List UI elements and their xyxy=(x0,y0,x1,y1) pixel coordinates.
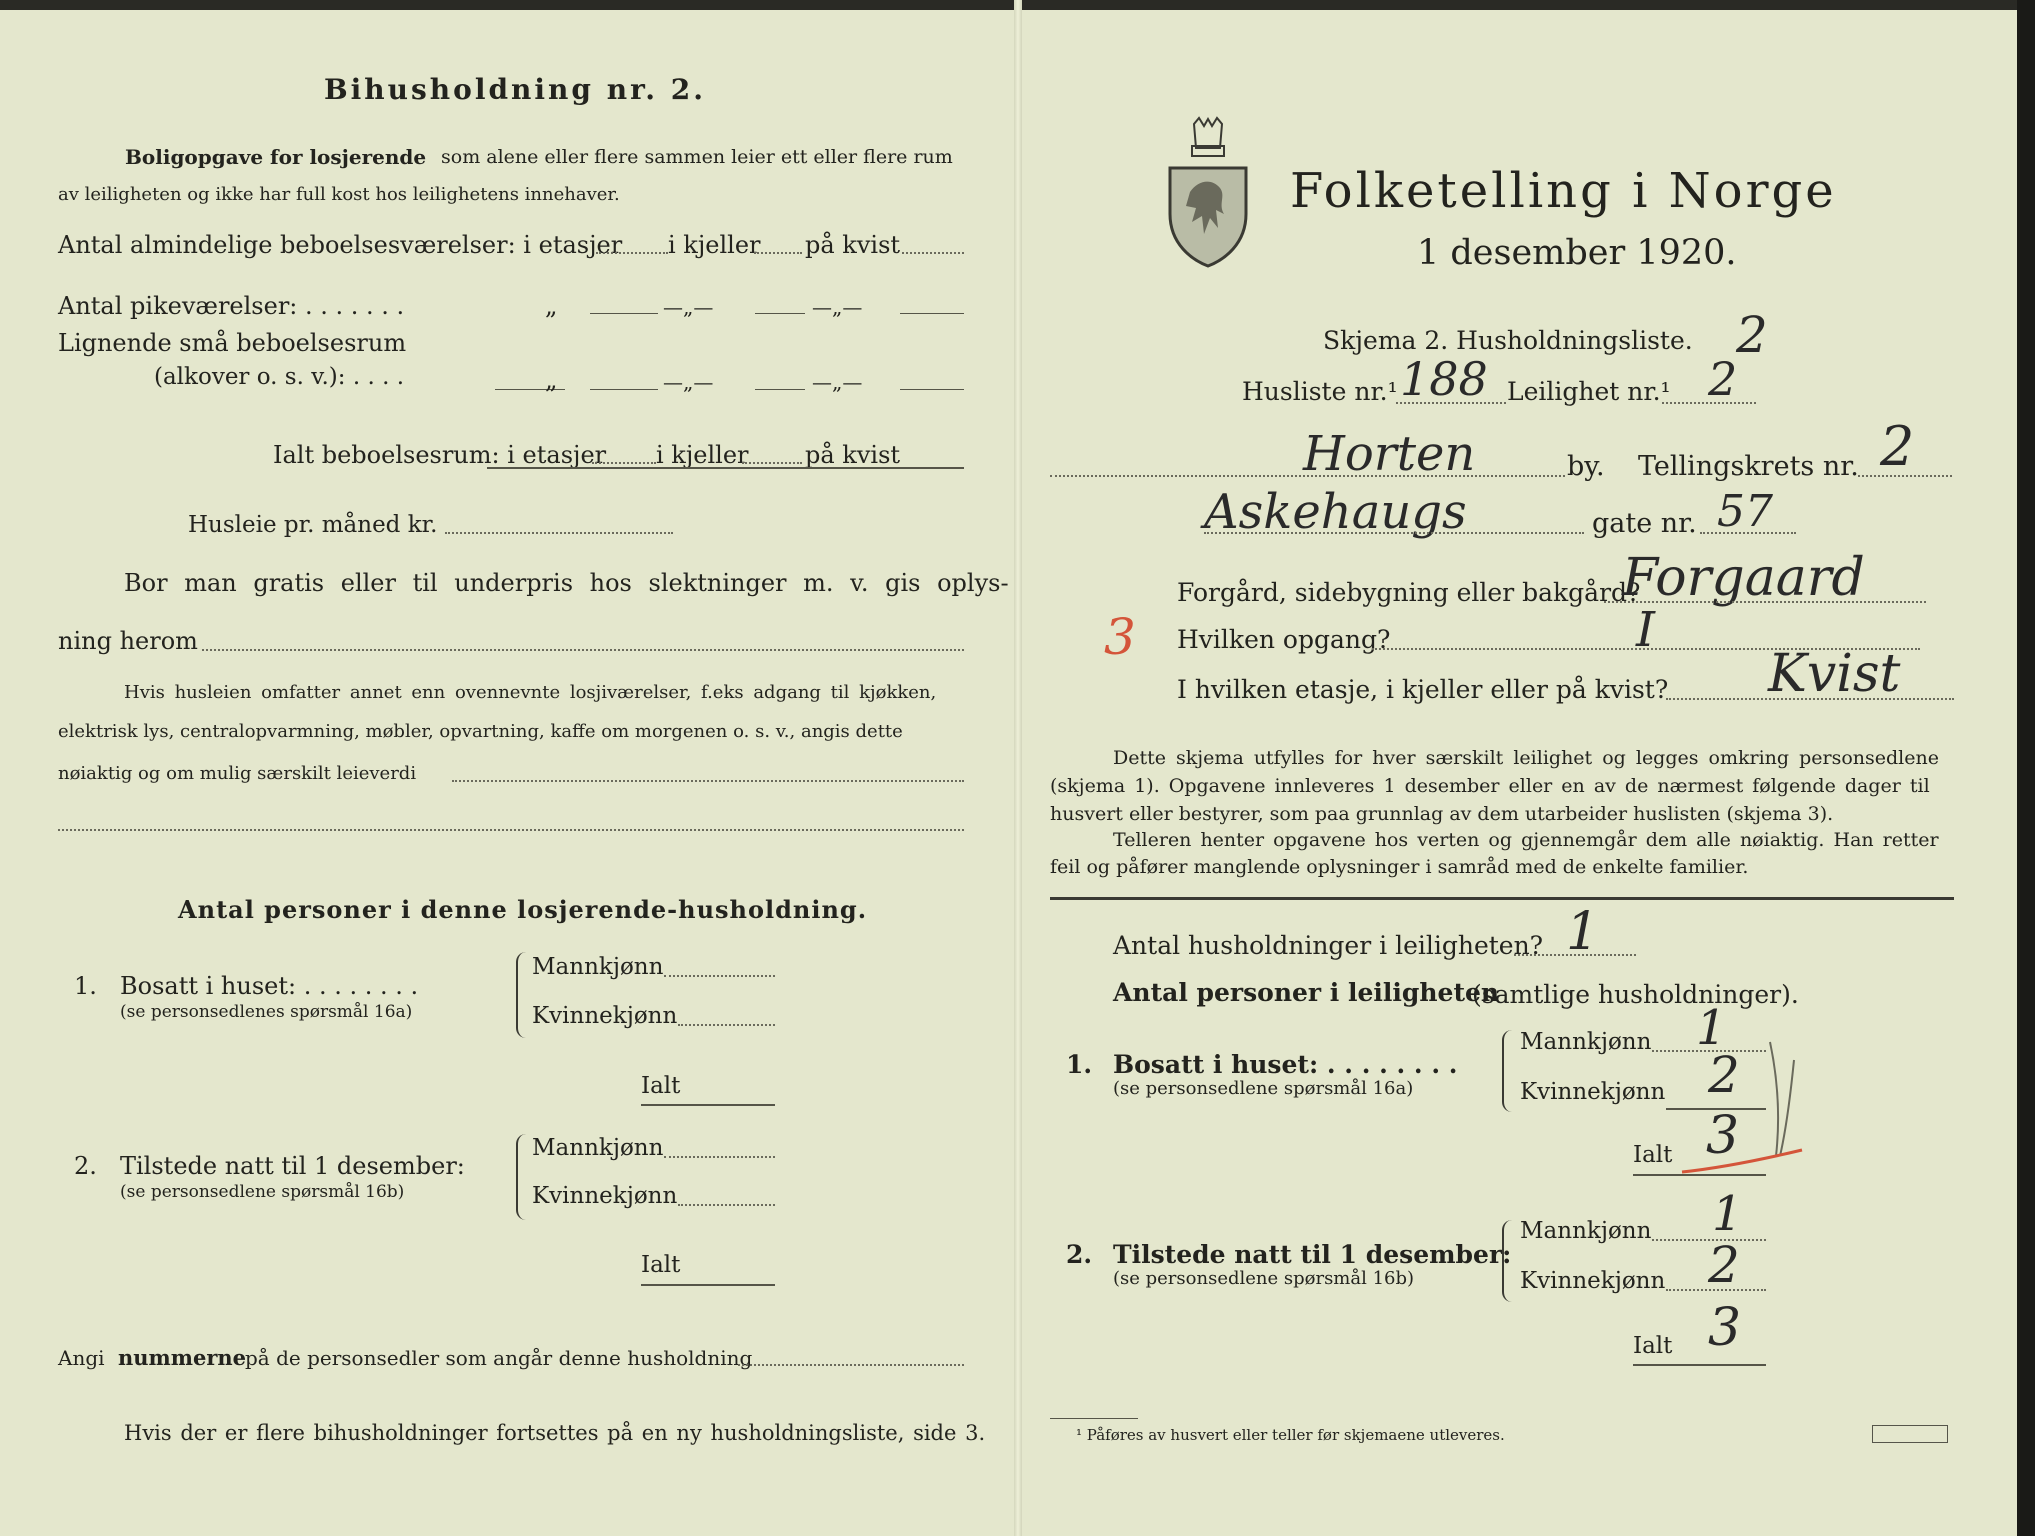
pike-ditto: „ xyxy=(545,292,558,320)
bor-field[interactable] xyxy=(202,649,964,651)
angi-field[interactable] xyxy=(738,1364,964,1366)
ialt-rooms-label: Ialt beboelsesrum: i etasjer xyxy=(273,441,607,469)
intro-line2: av leiligheten og ikke har full kost hos leilighetens innehaver. xyxy=(58,184,620,205)
city-field[interactable] xyxy=(1050,475,1565,477)
antal-hush-value[interactable]: 1 xyxy=(1566,902,1600,962)
left-q2-kvinne-label: Kvinnekjønn xyxy=(532,1183,678,1209)
right-q2-mann-label: Mannkjønn xyxy=(1520,1218,1652,1244)
census-date: 1 desember 1920. xyxy=(1417,233,1737,273)
instructions-line-5: feil og påfører manglende oplysninger i samråd med de enkelte familier. xyxy=(1050,856,1749,878)
right-q2-mann-value[interactable]: 1 xyxy=(1712,1186,1743,1242)
street-value[interactable]: Askehaugs xyxy=(1204,484,1467,540)
ialt-etasjer-field[interactable] xyxy=(592,462,656,464)
left-q1-num: 1. xyxy=(74,972,97,1000)
lign-ditto: „ xyxy=(545,366,558,394)
antal-hush-label: Antal husholdninger i leiligheten? xyxy=(1113,931,1544,960)
right-q2-kvinne-value[interactable]: 2 xyxy=(1708,1236,1740,1294)
rooms-kjeller-label: i kjeller xyxy=(668,231,761,259)
leilighet-value[interactable]: 2 xyxy=(1708,352,1738,406)
tellingskrets-label: Tellingskrets nr. xyxy=(1638,451,1859,482)
intro-bold: Boligopgave for losjerende xyxy=(125,145,427,169)
gate-label: gate nr. xyxy=(1592,508,1697,539)
leilighet-field[interactable] xyxy=(1662,402,1756,404)
rooms-kjeller-field[interactable] xyxy=(754,252,802,254)
footnote-rule xyxy=(1050,1418,1138,1419)
instructions-line-1: Dette skjema utfylles for hver særskilt leilighet og legges omkring personsedlene xyxy=(1113,747,1939,769)
lign-field-2[interactable] xyxy=(755,389,805,390)
lign-dash-ditto-1: —„— xyxy=(663,370,714,394)
left-q2-mann-label: Mannkjønn xyxy=(532,1135,664,1161)
right-q1-sub: (se personsedlene spørsmål 16a) xyxy=(1113,1078,1414,1099)
left-q1-ialt-label: Ialt xyxy=(641,1073,681,1099)
gate-value[interactable]: 57 xyxy=(1717,486,1773,537)
left-title: Bihusholdning nr. 2. xyxy=(324,73,706,106)
right-q2-ialt-value[interactable]: 3 xyxy=(1708,1298,1742,1358)
pike-field-2[interactable] xyxy=(755,313,805,314)
right-q1-brace xyxy=(1502,1030,1514,1112)
antal-hush-field[interactable] xyxy=(1514,954,1636,956)
scan-right-edge xyxy=(2017,0,2035,1536)
forgard-value[interactable]: Forgaard xyxy=(1622,548,1865,608)
angi-rest: på de personsedler som angår denne husholdning xyxy=(245,1346,753,1370)
skjema-handwritten[interactable]: 2 xyxy=(1736,306,1768,364)
left-q1-label: Bosatt i huset: . . . . . . . . xyxy=(120,972,419,1000)
instructions-line-3: husvert eller bestyrer, som paa grunnlag av dem utarbeider huslisten (skjema 3). xyxy=(1050,803,1834,825)
gate-field[interactable] xyxy=(1700,532,1796,534)
husleie-field[interactable] xyxy=(445,532,673,534)
hvis-line-1: Hvis husleien omfatter annet enn ovennevnte losjiværelser, f.eks adgang til kjøkken, xyxy=(124,682,937,703)
street-field[interactable] xyxy=(1204,532,1584,534)
right-persons-heading-rest: (samtlige husholdninger). xyxy=(1472,980,1799,1009)
right-title: Folketelling i Norge xyxy=(1290,163,1837,219)
intro-rest: som alene eller flere sammen leier ett eller flere rum xyxy=(441,146,953,168)
lign-field-3[interactable] xyxy=(900,389,964,390)
opgang-value[interactable]: I xyxy=(1636,602,1655,658)
rooms-etasjer-field[interactable] xyxy=(596,252,668,254)
right-q2-kvinne-label: Kvinnekjønn xyxy=(1520,1268,1666,1294)
husliste-label: Husliste nr.¹ xyxy=(1242,377,1398,406)
instructions-divider xyxy=(1050,897,1954,900)
left-q2-mann-field[interactable] xyxy=(664,1156,775,1158)
left-q2-sub: (se personsedlene spørsmål 16b) xyxy=(120,1182,405,1202)
ialt-kjeller-label: i kjeller xyxy=(656,441,749,469)
tellingskrets-field[interactable] xyxy=(1858,475,1952,477)
left-q2-label: Tilstede natt til 1 desember: xyxy=(120,1152,465,1180)
printer-stamp xyxy=(1872,1425,1948,1443)
leilighet-label: Leilighet nr.¹ xyxy=(1507,377,1671,406)
bor-line-1: Bor man gratis eller til underpris hos slektninger m. v. gis oplys- xyxy=(124,569,1009,597)
husleie-label: Husleie pr. måned kr. xyxy=(188,512,438,538)
right-q2-ialt-label: Ialt xyxy=(1633,1333,1673,1359)
page-fold xyxy=(1014,0,1022,1536)
tally-check-mark xyxy=(1768,1040,1796,1158)
left-q2-ialt-field[interactable] xyxy=(641,1284,775,1286)
left-q2-ialt-label: Ialt xyxy=(641,1252,681,1278)
right-q2-sub: (se personsedlene spørsmål 16b) xyxy=(1113,1268,1415,1289)
left-q1-ialt-field[interactable] xyxy=(641,1104,775,1106)
etasje-value[interactable]: Kvist xyxy=(1768,644,1901,704)
right-q1-kvinne-label: Kvinnekjønn xyxy=(1520,1079,1666,1105)
instructions-line-2: (skjema 1). Opgavene innleveres 1 desember eller en av de nærmest følgende dager til xyxy=(1050,775,1930,797)
rooms-label: Antal almindelige beboelsesværelser: i etasjer xyxy=(58,231,623,259)
leieverdi-field-2[interactable] xyxy=(58,829,964,831)
angi-bold: nummerne xyxy=(118,1345,247,1370)
tellingskrets-value[interactable]: 2 xyxy=(1880,415,1915,478)
right-q1-mann-value[interactable]: 1 xyxy=(1696,1000,1727,1056)
right-q1-ialt-value[interactable]: 3 xyxy=(1706,1106,1740,1166)
right-q1-kvinne-value[interactable]: 2 xyxy=(1708,1046,1740,1104)
right-q2-label: Tilstede natt til 1 desember: xyxy=(1113,1240,1512,1269)
right-q2-brace xyxy=(1502,1220,1514,1302)
ialt-kvist-label: på kvist xyxy=(805,441,901,469)
left-q1-mann-label: Mannkjønn xyxy=(532,954,664,980)
right-q1-mann-label: Mannkjønn xyxy=(1520,1029,1652,1055)
right-q2-ialt-field[interactable] xyxy=(1633,1364,1766,1366)
pike-field-1[interactable] xyxy=(590,313,658,314)
pike-field-3[interactable] xyxy=(900,313,964,314)
left-q2-num: 2. xyxy=(74,1152,97,1180)
by-label: by. xyxy=(1567,451,1605,482)
rooms-kvist-field[interactable] xyxy=(902,252,964,254)
opgang-label: Hvilken opgang? xyxy=(1177,625,1391,654)
right-q1-num: 1. xyxy=(1066,1050,1093,1079)
skjema-label: Skjema 2. Husholdningsliste. xyxy=(1323,326,1693,355)
left-q1-mann-field[interactable] xyxy=(664,975,775,977)
lign-label-1: Lignende små beboelsesrum xyxy=(58,329,407,357)
right-footnote: ¹ Påføres av husvert eller teller før skjemaene utleveres. xyxy=(1076,1426,1505,1444)
instructions-line-4: Telleren henter opgavene hos verten og gjennemgår dem alle nøiaktig. Han retter xyxy=(1113,829,1939,851)
right-q1-ialt-label: Ialt xyxy=(1633,1142,1673,1168)
city-value[interactable]: Horten xyxy=(1303,426,1476,482)
angi-pre: Angi xyxy=(58,1346,105,1370)
left-q2-brace xyxy=(516,1134,528,1220)
right-q1-label: Bosatt i huset: . . . . . . . . xyxy=(1113,1050,1458,1079)
right-persons-heading-bold: Antal personer i leiligheten xyxy=(1113,978,1500,1007)
hvis-line-2: elektrisk lys, centralopvarmning, møbler, opvartning, kaffe om morgenen o. s. v., angis dette xyxy=(58,721,903,742)
left-q1-sub: (se personsedlenes spørsmål 16a) xyxy=(120,1002,413,1022)
husliste-field[interactable] xyxy=(1396,402,1506,404)
left-footer: Hvis der er flere bihusholdninger fortsettes på en ny husholdningsliste, side 3. xyxy=(124,1421,986,1445)
left-q2-kvinne-field[interactable] xyxy=(678,1204,775,1206)
lign-field-1[interactable] xyxy=(590,389,658,390)
ialt-kjeller-field[interactable] xyxy=(742,462,802,464)
etasje-field[interactable] xyxy=(1666,698,1954,700)
hvis-line-3: nøiaktig og om mulig særskilt leieverdi xyxy=(58,763,417,784)
left-q1-brace xyxy=(516,952,528,1038)
ialt-rooms-underline xyxy=(487,467,964,469)
left-q1-kvinne-label: Kvinnekjønn xyxy=(532,1003,678,1029)
coat-of-arms-icon xyxy=(1166,118,1250,268)
bor-line-2: ning herom xyxy=(58,627,198,655)
right-q2-num: 2. xyxy=(1066,1240,1093,1269)
right-q2-kvinne-field[interactable] xyxy=(1666,1289,1766,1291)
leieverdi-field[interactable] xyxy=(452,780,964,782)
etasje-label: I hvilken etasje, i kjeller eller på kvist? xyxy=(1177,675,1669,704)
opgang-margin-number: 3 xyxy=(1104,608,1136,666)
left-persons-heading: Antal personer i denne losjerende-husholdning. xyxy=(178,895,868,924)
red-check-stroke xyxy=(1680,1146,1804,1176)
left-q1-kvinne-field[interactable] xyxy=(678,1024,775,1026)
pike-dash-ditto-1: —„— xyxy=(663,295,714,319)
forgard-label: Forgård, sidebygning eller bakgård? xyxy=(1177,578,1641,607)
lign-dash-ditto-2: —„— xyxy=(812,370,863,394)
lign-label-2: (alkover o. s. v.): . . . . xyxy=(154,364,405,390)
husliste-value[interactable]: 188 xyxy=(1400,352,1488,406)
rooms-kvist-label: på kvist xyxy=(805,231,901,259)
pike-dash-ditto-2: —„— xyxy=(812,295,863,319)
pike-label: Antal pikeværelser: . . . . . . . xyxy=(58,292,405,320)
